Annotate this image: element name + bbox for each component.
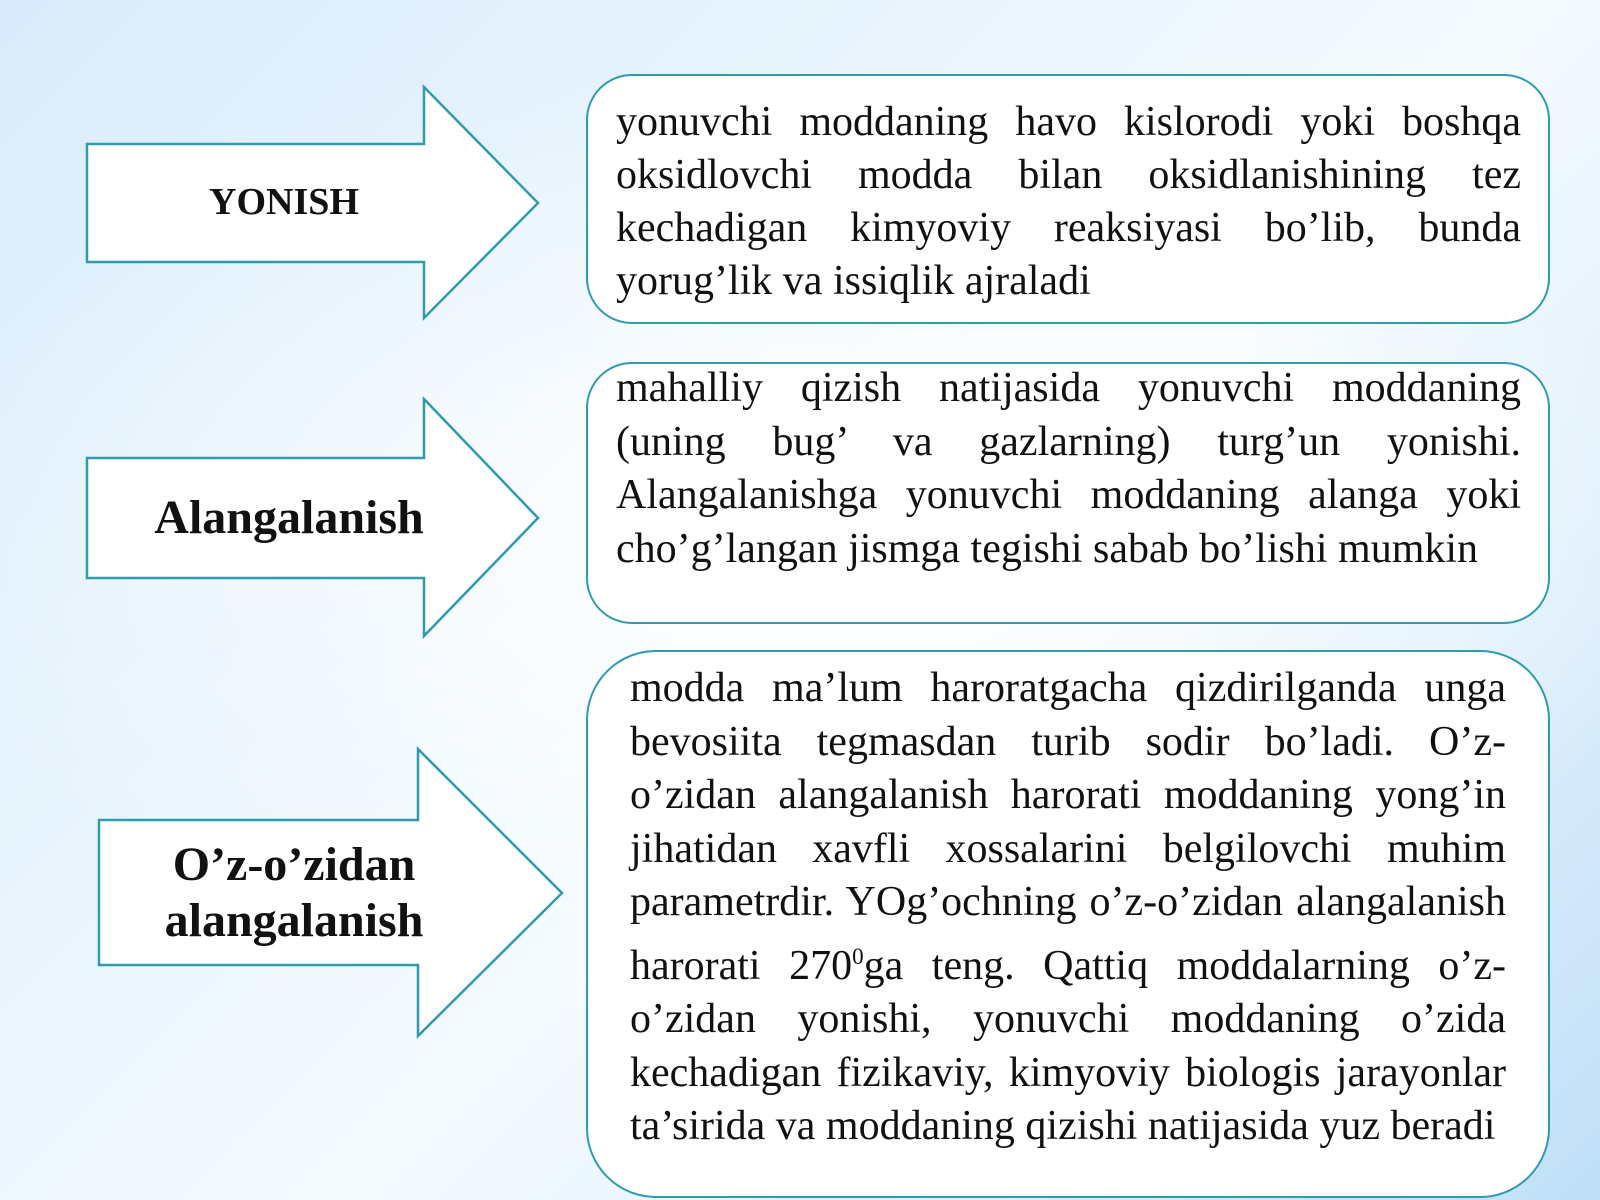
term-yonish: YONISH xyxy=(209,181,359,224)
arrow-yonish xyxy=(86,86,540,320)
term-line-2: alangalanish xyxy=(164,893,424,947)
definition-yonish: yonuvchi moddaning havo kislorodi yoki boshqa oksidlovchi modda bilan oksidlanishining tez kechadigan kimyoviy reaksiyasi bo’lib, bunda yorug’lik va issiqlik ajraladi xyxy=(616,99,1521,304)
definition-part-2: ga teng. Qattiq moddalarning o’z-o’zidan yonishi, yonuvchi moddaning o’zida kechadigan fizikaviy, kimyoviy biologis jarayonlar ta’sirida va moddaning qizishi natijasida yuz beradi xyxy=(630,942,1507,1149)
term-alangalanish: Alangalanish xyxy=(154,491,424,545)
degree-superscript: 0 xyxy=(852,942,864,969)
arrow-oz-ozidan-alangalanish xyxy=(98,748,564,1038)
definition-part-1: modda ma’lum haroratgacha qizdirilganda unga bevosiita tegmasdan turib sodir bo’ladi. O’z-o’zidan alangalanish harorati moddaning yong’in jihatidan xavfli xossalarini belgilovchi muhim parametrdir. YOg’ochning o’z-o’zidan alangalanish harorati 270 xyxy=(630,665,1506,989)
term-line-1: O’z-o’zidan xyxy=(172,838,416,892)
arrow-alangalanish xyxy=(86,398,540,638)
term-oz-ozidan-alangalanish xyxy=(98,820,490,965)
definition-alangalanish: mahalliy qizish natijasida yonuvchi moddaning (uning bug’ va gazlarning) turg’un yonishi. Alangalanishga yonuvchi moddaning alanga yoki cho’g’langan jismga tegishi sabab bo’lishi mumkin xyxy=(616,365,1521,572)
definition-oz-ozidan-alangalanish xyxy=(630,662,1506,1154)
